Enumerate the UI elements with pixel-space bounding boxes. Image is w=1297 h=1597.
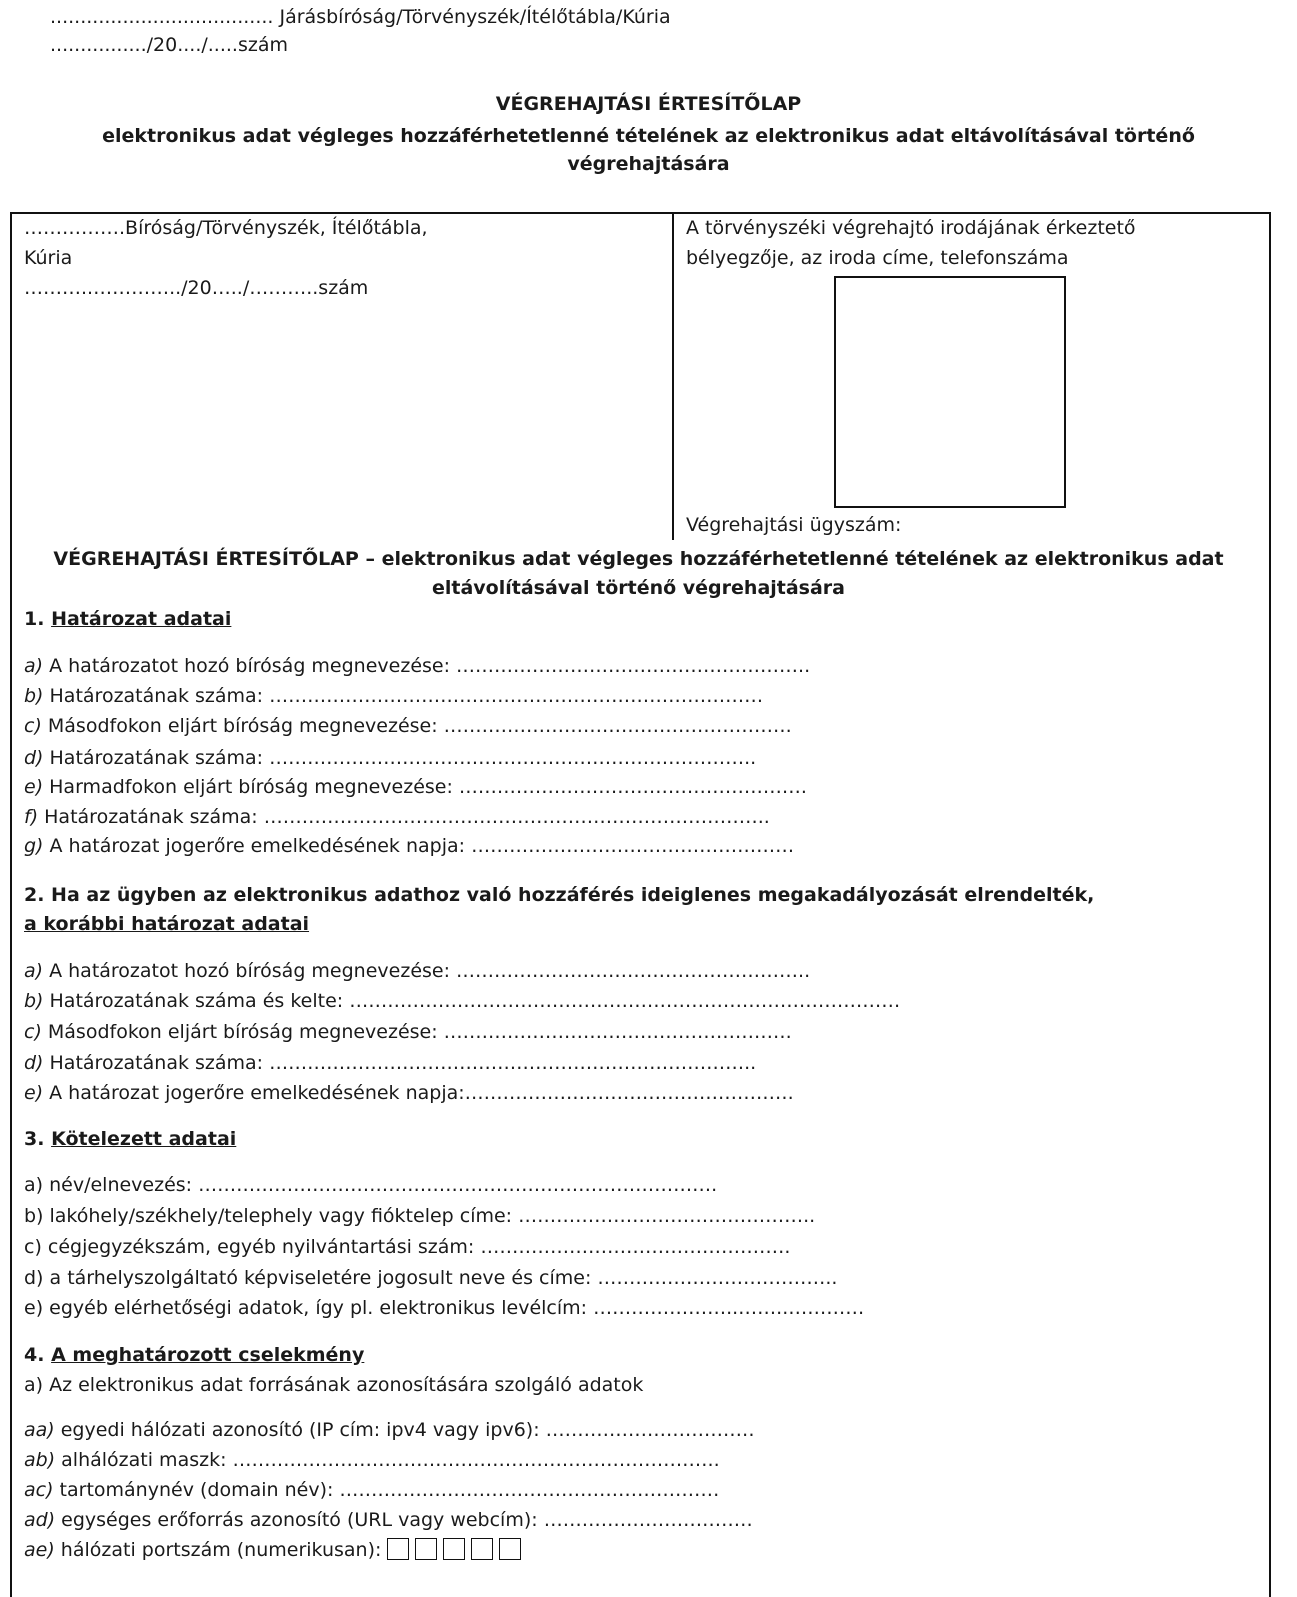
section-1-item (24, 682, 763, 710)
section-2-item-letter: e) (24, 1082, 44, 1104)
section-1-item (24, 652, 810, 680)
section-2-item-text: Határozatának száma és kelte: …………………………………………………………………………… (43, 990, 901, 1012)
section-3-item (24, 1202, 815, 1230)
section-3-item (24, 1264, 837, 1292)
left-box-line1: …………….Bíróság/Törvényszék, Ítélőtábla, (24, 217, 428, 239)
stamp-box (834, 276, 1066, 508)
port-number-line (24, 1536, 521, 1568)
section-2-item-letter: b) (24, 990, 44, 1012)
section-1-item-letter: e) (24, 776, 44, 798)
section-3-item (24, 1233, 790, 1261)
section-1-item-text: A határozatot hozó bíróság megnevezése: ……………………………………………….. (43, 655, 811, 677)
port-label: hálózati portszám (numerikusan): (54, 1539, 382, 1561)
section-2-item-letter: a) (24, 960, 44, 982)
case-number-label: Végrehajtási ügyszám: (686, 514, 902, 536)
left-box-line2: Kúria (24, 247, 73, 269)
section-4-item-text: tartománynév (domain név): …………………………………………………… (53, 1479, 720, 1501)
section-4-item-letter: ac) (24, 1479, 54, 1501)
section-1-item-letter: c) (24, 715, 42, 737)
section-2-item (24, 987, 900, 1015)
section-3-number: 3. (24, 1128, 45, 1150)
section-1-item-letter: a) (24, 655, 44, 677)
section-1-item (24, 744, 756, 772)
port-digit-box[interactable] (499, 1538, 521, 1560)
port-digit-box[interactable] (415, 1538, 437, 1560)
section-3-item-text: d) a tárhelyszolgáltató képviseletére jogosult neve és címe: ……………………………….. (24, 1267, 838, 1289)
right-box-line2: bélyegzője, az iroda címe, telefonszáma (686, 247, 1069, 269)
section-4-intro: a) Az elektronikus adat forrásának azonosítására szolgáló adatok (24, 1374, 644, 1396)
port-letter: ae) (24, 1539, 55, 1561)
section-4-item-letter: ad) (24, 1509, 56, 1531)
section-1-item-letter: d) (24, 747, 44, 769)
section-2-item (24, 957, 810, 985)
section-2-item (24, 1018, 792, 1046)
section-4-item (24, 1446, 720, 1474)
section-1-item (24, 712, 792, 740)
section-4-item-letter: ab) (24, 1449, 56, 1471)
section-2-heading-line1: 2. Ha az ügyben az elektronikus adathoz való hozzáférés ideiglenes megakadályozását elrendelték, (24, 884, 1095, 906)
section-2-item (24, 1079, 794, 1107)
court-header-line: ..................................... Járásbíróság/Törvényszék/Ítélőtábla/Kúria (50, 6, 671, 28)
section-4-item (24, 1416, 755, 1444)
section-2-item-text: Határozatának száma: ………………………………………………………………….. (43, 1052, 757, 1074)
section-1-item-letter: g) (24, 835, 44, 857)
section-2-heading-line2: a korábbi határozat adatai (24, 913, 310, 935)
section-4-item-text: egyedi hálózati azonosító (IP cím: ipv4 vagy ipv6): …………………………… (54, 1419, 755, 1441)
section-1-item-letter: f) (24, 806, 39, 828)
section-4-item-text: egységes erőforrás azonosító (URL vagy webcím): …………………………… (55, 1509, 753, 1531)
section-4-number: 4. (24, 1344, 45, 1366)
section-4-item (24, 1506, 753, 1534)
section-3-item (24, 1171, 717, 1199)
section-4-item-text: alhálózati maszk: ………………………………………………………………….. (55, 1449, 720, 1471)
section-4-title: A meghatározott cselekmény (51, 1344, 365, 1366)
document-subtitle-line1: elektronikus adat végleges hozzáférhetetlenné tételének az elektronikus adat eltávolításával történő (102, 125, 1195, 147)
section-2-item-letter: c) (24, 1021, 42, 1043)
section-1-item-text: A határozat jogerőre emelkedésének napja: …………………………………………… (43, 835, 795, 857)
right-box-line1: A törvényszéki végrehajtó irodájának érkeztető (686, 217, 1136, 239)
section-3-item (24, 1294, 864, 1322)
section-3-item-text: a) név/elnevezés: ………………………………………………………………………. (24, 1174, 718, 1196)
port-number-boxes (381, 1538, 521, 1568)
section-3-item-text: c) cégjegyzékszám, egyéb nyilvántartási szám: …………………………………………. (24, 1236, 791, 1258)
section-3-item-text: b) lakóhely/székhely/telephely vagy fióktelep címe: ……………………………………….. (24, 1205, 816, 1227)
section-2-item-letter: d) (24, 1052, 44, 1074)
section-1-item (24, 803, 770, 831)
left-box-line3: ………..…………../20…../………..szám (24, 277, 369, 299)
section-3-title: Kötelezett adatai (51, 1128, 237, 1150)
section-1-item-text: Határozatának száma: …………………………………………………………………….. (38, 806, 770, 828)
section-3-heading (24, 1125, 236, 1153)
section-2-item-text: A határozatot hozó bíróság megnevezése: ……………………………………………….. (43, 960, 811, 982)
section-4-item (24, 1476, 719, 1504)
document-subtitle-line2: végrehajtására (567, 153, 730, 175)
inner-title-line2: eltávolításával történő végrehajtására (431, 577, 846, 599)
case-number-line: ................/20..../.....szám (50, 34, 288, 56)
section-1-number: 1. (24, 608, 45, 630)
section-1-item-letter: b) (24, 685, 44, 707)
section-1-title: Határozat adatai (51, 608, 232, 630)
section-2-item-text: A határozat jogerőre emelkedésének napja:……………………………………………. (43, 1082, 794, 1104)
document-title: VÉGREHAJTÁSI ÉRTESÍTŐLAP (495, 93, 802, 115)
section-1-item (24, 832, 794, 860)
section-2-item (24, 1049, 756, 1077)
section-1-item (24, 773, 807, 801)
section-4-item-letter: aa) (24, 1419, 55, 1441)
column-divider (672, 212, 674, 540)
port-digit-box[interactable] (443, 1538, 465, 1560)
section-3-item-text: e) egyéb elérhetőségi adatok, így pl. elektronikus levélcím: …………………..……..………… (24, 1297, 865, 1319)
section-1-item-text: Határozatának száma: …………………………………………………………………… (43, 685, 764, 707)
section-1-item-text: Másodfokon eljárt bíróság megnevezése: ………………………………………………. (41, 715, 792, 737)
section-1-item-text: Határozatának száma: ………………………………………………………………….. (43, 747, 757, 769)
section-1-item-text: Harmadfokon eljárt bíróság megnevezése: ………………………………………………. (43, 776, 807, 798)
port-digit-box[interactable] (387, 1538, 409, 1560)
inner-title-line1: VÉGREHAJTÁSI ÉRTESÍTŐLAP – elektronikus adat végleges hozzáférhetetlenné tételének az elektronikus adat (53, 548, 1224, 570)
section-1-heading (24, 605, 231, 633)
section-4-heading (24, 1341, 364, 1369)
port-digit-box[interactable] (471, 1538, 493, 1560)
section-2-item-text: Másodfokon eljárt bíróság megnevezése: ………………………………………………. (41, 1021, 792, 1043)
